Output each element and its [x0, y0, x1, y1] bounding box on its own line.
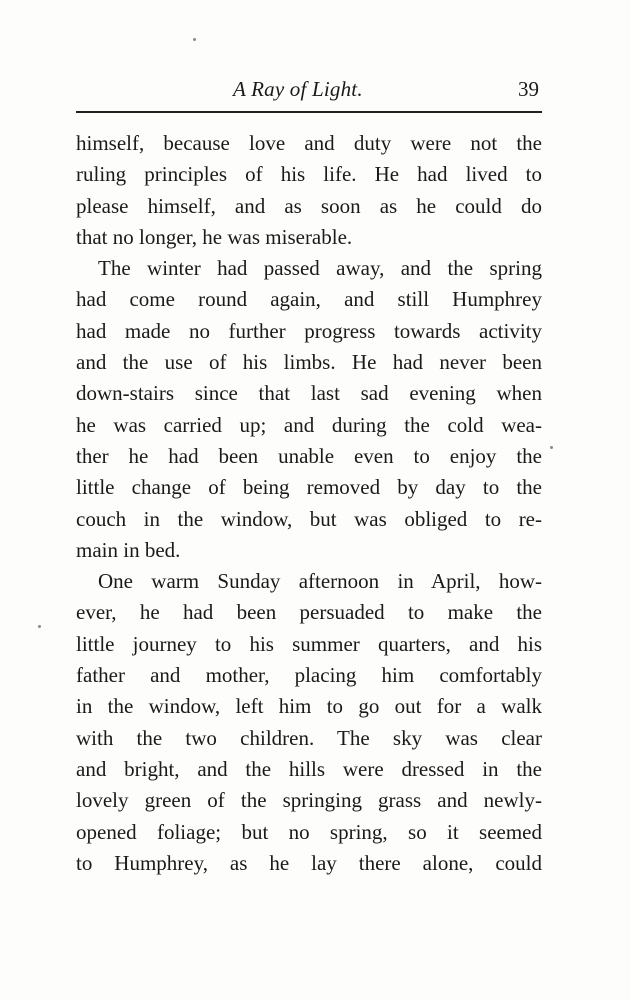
text-line: couch in the window, but was obliged to re- — [76, 506, 542, 531]
text-line: ever, he had been persuaded to make the — [76, 600, 542, 625]
text-line: little change of being removed by day to the — [76, 475, 542, 500]
text-line: that no longer, he was miserable. — [76, 224, 353, 249]
text-line: ruling principles of his life. He had lived to — [76, 162, 542, 187]
running-title: A Ray of Light. — [233, 77, 363, 101]
text-line: little journey to his summer quarters, and his — [76, 631, 542, 656]
text-line: please himself, and as soon as he could do — [76, 193, 542, 218]
paper-speck — [38, 625, 41, 628]
text-line: and bright, and the hills were dressed in the — [76, 756, 542, 781]
text-line: father and mother, placing him comfortably — [76, 663, 542, 688]
paper-speck — [550, 446, 553, 449]
text-line: lovely green of the springing grass and newly- — [76, 788, 542, 813]
text-line: in the window, left him to go out for a walk — [76, 694, 542, 719]
text-line: himself, because love and duty were not the — [76, 131, 542, 155]
text-line: with the two children. The sky was clear — [76, 725, 542, 750]
body-text — [76, 128, 542, 879]
text-line: One warm Sunday afternoon in April, how- — [98, 569, 542, 594]
text-line: and the use of his limbs. He had never been — [76, 350, 542, 375]
paper-speck — [193, 38, 196, 41]
text-line: had made no further progress towards activity — [76, 318, 542, 343]
text-line: main in bed. — [76, 537, 181, 562]
page-number: 39 — [518, 77, 539, 101]
text-line: opened foliage; but no spring, so it seemed — [76, 819, 542, 844]
text-line: had come round again, and still Humphrey — [76, 287, 542, 312]
text-line: to Humphrey, as he lay there alone, could — [76, 850, 542, 875]
text-line: ther he had been unable even to enjoy the — [76, 443, 542, 468]
text-line: down-stairs since that last sad evening when — [76, 381, 542, 406]
running-head — [76, 76, 541, 106]
text-line: he was carried up; and during the cold wea- — [76, 412, 542, 437]
text-line: The winter had passed away, and the spring — [98, 256, 542, 281]
header-rule — [76, 111, 542, 113]
